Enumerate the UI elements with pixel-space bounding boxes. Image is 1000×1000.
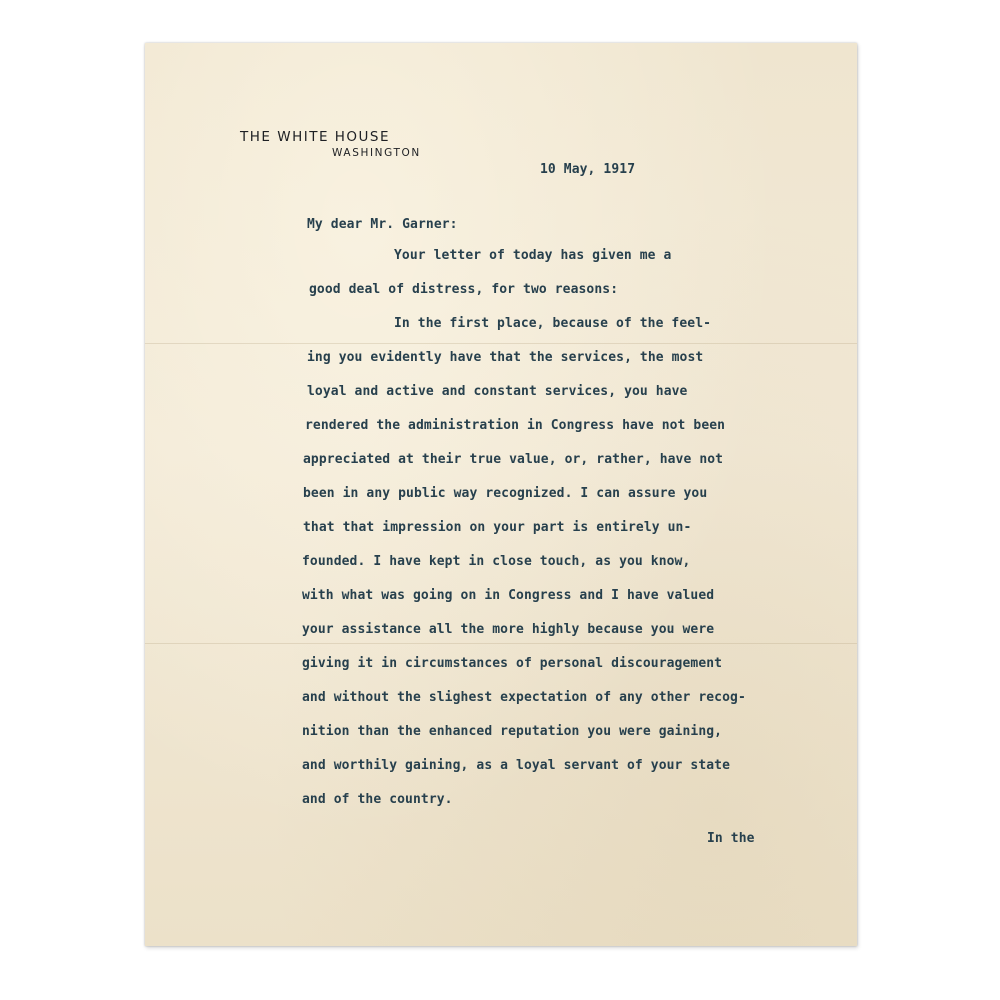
body-line: giving it in circumstances of personal discouragement xyxy=(302,656,723,671)
body-line: been in any public way recognized. I can assure you xyxy=(303,486,708,501)
letterhead-city: WASHINGTON xyxy=(332,147,421,159)
paper-fold-line xyxy=(145,643,857,644)
letter-page xyxy=(145,43,857,946)
body-line: Your letter of today has given me a xyxy=(394,248,672,263)
body-line: loyal and active and constant services, you have xyxy=(307,384,688,399)
body-line: and of the country. xyxy=(302,792,453,807)
body-line: your assistance all the more highly because you were xyxy=(302,622,715,637)
letterhead xyxy=(240,129,421,159)
body-line: In the first place, because of the feel- xyxy=(394,316,712,331)
letter-date: 10 May, 1917 xyxy=(540,162,636,177)
letterhead-title: THE WHITE HOUSE xyxy=(240,129,391,145)
body-line: good deal of distress, for two reasons: xyxy=(309,282,619,297)
body-line: nition than the enhanced reputation you were gaining, xyxy=(302,724,723,739)
body-line: appreciated at their true value, or, rather, have not xyxy=(303,452,724,467)
body-line: and worthily gaining, as a loyal servant of your state xyxy=(302,758,731,773)
continuation-catchword: In the xyxy=(707,831,755,846)
salutation: My dear Mr. Garner: xyxy=(307,217,458,232)
paper-fold-line xyxy=(145,343,857,344)
body-line: rendered the administration in Congress have not been xyxy=(305,418,726,433)
body-line: that that impression on your part is entirely un- xyxy=(303,520,692,535)
body-line: founded. I have kept in close touch, as you know, xyxy=(302,554,691,569)
body-line: and without the slighest expectation of any other recog- xyxy=(302,690,746,705)
body-line: with what was going on in Congress and I have valued xyxy=(302,588,715,603)
body-line: ing you evidently have that the services, the most xyxy=(307,350,704,365)
